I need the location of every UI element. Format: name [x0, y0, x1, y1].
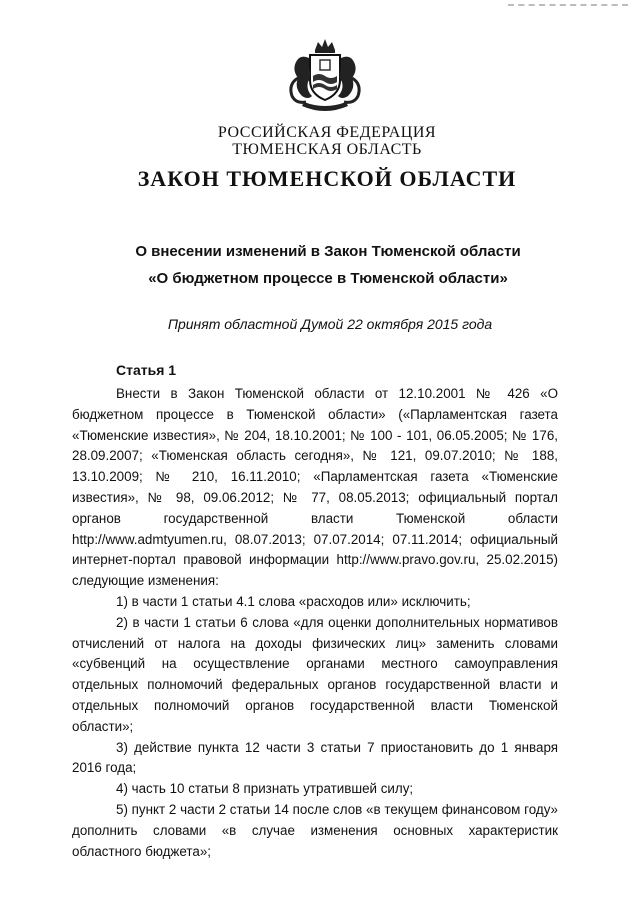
- law-title-line-1: О внесении изменений в Закон Тюменской области: [135, 243, 521, 260]
- scan-edge-mark: [508, 4, 628, 9]
- article-heading: Статья 1: [116, 362, 177, 378]
- article-paragraph: Внести в Закон Тюменской области от 12.10.2001 № 426 «О бюджетном процессе в Тюменской области» («Парламентская газета «Тюменские известия», № 204, 18.10.2001; № 100 - 101, 06.05.2005; № 176, 28.09.2007; «Тюменская область сегодня», № 121, 09.07.2010; № 188, 13.10.2009; № 210, 16.11.2010; «Парламентская газета «Тюменские известия», № 98, 09.06.2012; № 77, 08.05.2013; официальный портал органов государственной власти Тюменской области http://www.admtyumen.ru, 08.07.2013; 07.07.2014; 07.11.2014; официальный интернет-портал правовой информации http://www.pravo.gov.ru, 25.02.2015) следующие изменения:: [72, 386, 558, 589]
- adoption-note: Принят областной Думой 22 октября 2015 года: [167, 316, 493, 332]
- article-paragraph: 5) пункт 2 части 2 статьи 14 после слов «в текущем финансовом году» дополнить словами «в случае изменения основных характеристик областного бюджета»;: [72, 801, 558, 859]
- country-name: РОССИЙСКАЯ ФЕДЕРАЦИЯ: [217, 124, 437, 141]
- region-name: ТЮМЕНСКАЯ ОБЛАСТЬ: [232, 141, 422, 158]
- tyumen-coat-of-arms-icon: [282, 36, 368, 116]
- article-paragraph: 4) часть 10 статьи 8 признать утратившей силу;: [116, 781, 414, 797]
- article-paragraph: 2) в части 1 статьи 6 слова «для оценки дополнительных нормативов отчислений от налога на доходы физических лиц» заменить словами «субвенций на осуществление органами местного самоуправления отдельных полномочий федеральных органов государственной власти и отдельных полномочий органов государственной власти Тюменской области»;: [72, 614, 558, 734]
- article-paragraph: 1) в части 1 статьи 4.1 слова «расходов или» исключить;: [116, 593, 471, 609]
- article-body: [72, 384, 558, 862]
- document-type: ЗАКОН ТЮМЕНСКОЙ ОБЛАСТИ: [137, 166, 517, 191]
- document-header: [0, 124, 640, 194]
- law-title: [8, 238, 640, 292]
- article-paragraph: 3) действие пункта 12 части 3 статьи 7 приостановить до 1 января 2016 года;: [72, 739, 558, 776]
- law-title-line-2: «О бюджетном процессе в Тюменской области»: [148, 270, 508, 287]
